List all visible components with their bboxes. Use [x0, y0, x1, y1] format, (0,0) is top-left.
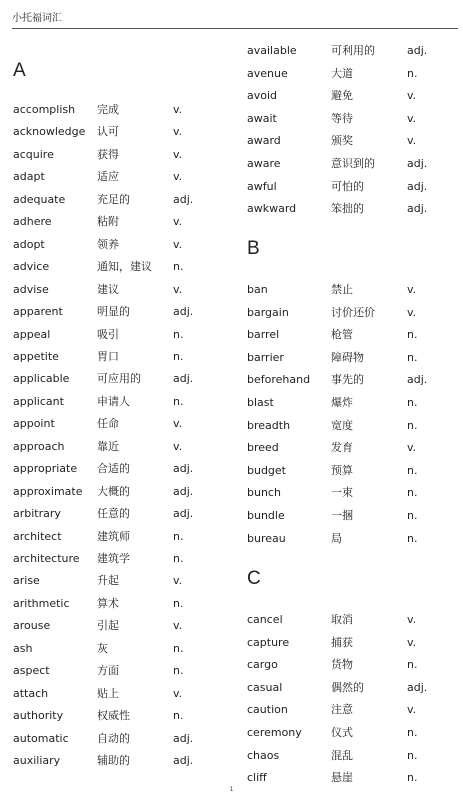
- entry-pos: v.: [173, 170, 183, 184]
- entry-pos: v.: [407, 111, 417, 125]
- entry-word: barrel: [247, 328, 280, 342]
- entry-word: award: [247, 134, 281, 148]
- vocab-entry: [247, 156, 457, 172]
- vocab-entry: [247, 657, 457, 673]
- vocab-entry: [13, 169, 235, 185]
- entry-pos: n.: [173, 596, 184, 610]
- vocab-entry: [247, 748, 457, 764]
- vocab-entry: [247, 88, 457, 104]
- vocab-entry: [13, 641, 235, 657]
- entry-word: arouse: [13, 619, 51, 633]
- entry-pos: n.: [407, 463, 418, 477]
- entry-word: ceremony: [247, 726, 302, 739]
- entry-meaning: 灰: [97, 641, 108, 655]
- entry-meaning: 预算: [331, 463, 353, 477]
- entry-pos: v.: [173, 574, 183, 588]
- vocab-entry: [247, 201, 457, 217]
- entry-pos: v.: [407, 613, 417, 626]
- vocab-entry: [247, 635, 457, 651]
- section-letter: C: [247, 568, 261, 589]
- entry-word: applicant: [13, 394, 64, 408]
- entry-word: approach: [13, 439, 65, 453]
- vocab-entry: [13, 484, 235, 500]
- vocab-entry: [247, 179, 457, 195]
- vocab-entry: [13, 416, 235, 432]
- entry-pos: v.: [173, 147, 183, 161]
- entry-word: barrier: [247, 350, 284, 364]
- entry-pos: v.: [173, 237, 183, 251]
- entry-meaning: 明显的: [97, 305, 130, 319]
- entry-word: bureau: [247, 531, 286, 545]
- entry-pos: v.: [173, 619, 183, 633]
- header-title: 小托福词汇: [12, 13, 62, 24]
- entry-meaning: 注意: [331, 703, 353, 717]
- vocab-entry: [13, 573, 235, 589]
- entry-meaning: 吸引: [97, 327, 119, 341]
- entry-meaning: 申请人: [97, 394, 130, 408]
- entry-pos: v.: [173, 215, 183, 229]
- entry-meaning: 大概的: [97, 484, 130, 498]
- entry-pos: n.: [173, 327, 184, 341]
- entry-meaning: 建筑师: [97, 529, 130, 543]
- section-letter: A: [13, 60, 26, 81]
- entry-pos: v.: [407, 441, 417, 455]
- entry-meaning: 胃口: [97, 349, 119, 363]
- entry-pos: n.: [407, 509, 418, 522]
- entry-pos: n.: [173, 260, 184, 274]
- entry-meaning: 任意的: [97, 507, 130, 521]
- entry-word: budget: [247, 463, 286, 477]
- entry-word: available: [247, 44, 297, 57]
- entry-word: auxiliary: [13, 754, 61, 768]
- entry-pos: adj.: [173, 731, 194, 745]
- entry-word: awful: [247, 179, 277, 193]
- entry-pos: n.: [173, 641, 184, 655]
- entry-word: architecture: [13, 552, 80, 565]
- vocab-entry: [247, 372, 457, 388]
- entry-pos: adj.: [173, 305, 194, 319]
- entry-pos: v.: [173, 439, 183, 453]
- vocab-entry: [13, 327, 235, 343]
- vocab-entry: [13, 394, 235, 410]
- entry-word: cancel: [247, 613, 283, 626]
- entry-word: bunch: [247, 486, 281, 500]
- entry-meaning: 发育: [331, 441, 353, 455]
- vocab-entry: [247, 327, 457, 343]
- entry-pos: n.: [407, 531, 418, 545]
- vocab-entry: [13, 686, 235, 702]
- entry-meaning: 宽度: [331, 418, 353, 432]
- entry-meaning: 禁止: [331, 283, 353, 296]
- entry-meaning: 捕获: [331, 635, 353, 649]
- entry-pos: v.: [173, 125, 183, 139]
- entry-pos: v.: [407, 703, 417, 717]
- vocab-entry: [13, 731, 235, 747]
- entry-pos: adj.: [407, 202, 428, 216]
- entry-meaning: 大道: [331, 66, 353, 80]
- entry-word: arbitrary: [13, 507, 61, 521]
- entry-word: acquire: [13, 147, 54, 161]
- entry-word: appeal: [13, 327, 51, 341]
- vocab-entry: [247, 612, 457, 628]
- entry-pos: n.: [407, 726, 418, 739]
- vocab-entry: [247, 418, 457, 434]
- vocab-entry: [247, 680, 457, 696]
- vocab-entry: [13, 618, 235, 634]
- entry-word: aspect: [13, 664, 50, 678]
- entry-pos: n.: [173, 552, 184, 565]
- entry-pos: n.: [407, 748, 418, 762]
- entry-word: accomplish: [13, 103, 76, 116]
- entry-meaning: 领养: [97, 237, 119, 251]
- entry-meaning: 适应: [97, 170, 119, 184]
- entry-meaning: 贴上: [97, 686, 119, 700]
- entry-word: caution: [247, 703, 288, 717]
- vocab-entry: [13, 124, 235, 140]
- vocab-entry: [13, 529, 235, 545]
- entry-pos: n.: [407, 771, 418, 785]
- entry-meaning: 混乱: [331, 748, 353, 762]
- entry-meaning: 一捆: [331, 509, 353, 522]
- entry-pos: v.: [173, 103, 183, 116]
- entry-word: casual: [247, 680, 283, 694]
- vocab-entry: [247, 485, 457, 501]
- vocab-entry: [247, 111, 457, 127]
- entry-meaning: 颁奖: [331, 134, 353, 148]
- entry-word: avenue: [247, 66, 288, 80]
- entry-pos: v.: [407, 89, 417, 103]
- entry-meaning: 权威性: [97, 709, 130, 723]
- entry-pos: v.: [173, 282, 183, 296]
- vocab-entry: [13, 506, 235, 522]
- entry-meaning: 算术: [97, 596, 119, 610]
- vocab-entry: [247, 133, 457, 149]
- entry-pos: n.: [407, 350, 418, 364]
- entry-meaning: 获得: [97, 147, 119, 161]
- entry-meaning: 通知，建议: [97, 260, 152, 274]
- vocab-entry: [13, 596, 235, 612]
- vocab-entry: [247, 395, 457, 411]
- vocab-entry: [13, 259, 235, 275]
- entry-pos: v.: [407, 635, 417, 649]
- vocab-entry: [13, 282, 235, 298]
- entry-word: capture: [247, 635, 290, 649]
- entry-word: ash: [13, 641, 33, 655]
- entry-meaning: 可应用的: [97, 372, 141, 386]
- vocab-entry: [247, 440, 457, 456]
- entry-meaning: 建议: [97, 282, 119, 296]
- entry-pos: adj.: [407, 157, 428, 170]
- entry-word: adapt: [13, 170, 45, 184]
- document-header: [12, 9, 458, 29]
- vocab-entry: [247, 350, 457, 366]
- entry-pos: v.: [407, 305, 417, 319]
- entry-meaning: 靠近: [97, 439, 119, 453]
- vocab-entry: [247, 43, 457, 59]
- entry-word: ban: [247, 283, 268, 296]
- entry-meaning: 取消: [331, 613, 353, 626]
- entry-meaning: 障碍物: [331, 350, 364, 364]
- entry-pos: adj.: [407, 44, 428, 57]
- entry-pos: v.: [173, 686, 183, 700]
- vocab-entry: [247, 508, 457, 524]
- entry-word: applicable: [13, 372, 70, 386]
- entry-pos: n.: [407, 658, 418, 672]
- entry-word: appropriate: [13, 462, 78, 476]
- entry-word: breed: [247, 441, 279, 455]
- entry-pos: n.: [407, 328, 418, 342]
- entry-word: arithmetic: [13, 596, 70, 610]
- entry-pos: v.: [173, 417, 183, 431]
- entry-word: adequate: [13, 192, 66, 206]
- entry-pos: n.: [407, 486, 418, 500]
- entry-pos: adj.: [173, 372, 194, 386]
- entry-pos: adj.: [173, 462, 194, 476]
- entry-word: apparent: [13, 305, 63, 319]
- entry-pos: adj.: [173, 192, 194, 206]
- entry-meaning: 爆炸: [331, 396, 353, 409]
- vocab-entry: [247, 531, 457, 547]
- entry-word: bundle: [247, 509, 285, 522]
- entry-word: advice: [13, 260, 50, 274]
- vocab-entry: [247, 66, 457, 82]
- page-number: 1: [229, 786, 234, 793]
- entry-word: advise: [13, 282, 49, 296]
- entry-word: appetite: [13, 349, 59, 363]
- entry-meaning: 仪式: [331, 726, 353, 739]
- entry-pos: adj.: [407, 680, 428, 694]
- vocab-entry: [13, 551, 235, 567]
- entry-meaning: 讨价还价: [331, 305, 375, 319]
- entry-meaning: 粘附: [97, 215, 119, 229]
- entry-word: blast: [247, 396, 274, 409]
- vocab-entry: [247, 702, 457, 718]
- entry-meaning: 避免: [331, 89, 353, 103]
- vocab-entry: [13, 461, 235, 477]
- entry-pos: n.: [173, 529, 184, 543]
- entry-meaning: 可利用的: [331, 44, 375, 57]
- entry-meaning: 辅助的: [97, 754, 130, 768]
- entry-pos: n.: [173, 709, 184, 723]
- entry-meaning: 等待: [331, 111, 353, 125]
- entry-pos: adj.: [407, 373, 428, 387]
- entry-meaning: 充足的: [97, 192, 130, 206]
- section-letter: B: [247, 238, 260, 259]
- entry-word: attach: [13, 686, 49, 700]
- entry-word: avoid: [247, 89, 278, 103]
- entry-pos: adj.: [407, 179, 428, 193]
- vocab-entry: [13, 237, 235, 253]
- entry-meaning: 悬崖: [331, 771, 353, 785]
- entry-meaning: 货物: [331, 658, 353, 672]
- vocab-entry: [13, 708, 235, 724]
- entry-word: approximate: [13, 484, 83, 498]
- entry-meaning: 完成: [97, 103, 119, 116]
- entry-word: acknowledge: [13, 125, 86, 139]
- entry-word: breadth: [247, 418, 291, 432]
- vocab-entry: [13, 147, 235, 163]
- entry-meaning: 意识到的: [331, 157, 375, 170]
- entry-pos: n.: [407, 66, 418, 80]
- entry-pos: n.: [173, 349, 184, 363]
- entry-meaning: 一束: [331, 486, 353, 500]
- vocab-entry: [13, 192, 235, 208]
- entry-meaning: 引起: [97, 619, 119, 633]
- vocab-entry: [13, 349, 235, 365]
- entry-word: cargo: [247, 658, 278, 672]
- entry-meaning: 可怕的: [331, 179, 364, 193]
- vocab-entry: [13, 102, 235, 118]
- entry-meaning: 合适的: [97, 462, 130, 476]
- entry-meaning: 建筑学: [97, 552, 130, 565]
- vocab-entry: [13, 304, 235, 320]
- entry-word: chaos: [247, 748, 280, 762]
- vocab-entry: [247, 770, 457, 786]
- entry-word: authority: [13, 709, 64, 723]
- entry-word: cliff: [247, 771, 267, 785]
- entry-meaning: 偶然的: [331, 680, 364, 694]
- vocab-entry: [247, 463, 457, 479]
- entry-pos: n.: [173, 394, 184, 408]
- vocab-entry: [247, 725, 457, 741]
- entry-word: architect: [13, 529, 62, 543]
- entry-meaning: 升起: [97, 574, 119, 588]
- entry-meaning: 方面: [97, 664, 119, 678]
- vocab-entry: [13, 371, 235, 387]
- entry-pos: n.: [407, 396, 418, 409]
- entry-word: beforehand: [247, 373, 311, 387]
- entry-pos: adj.: [173, 484, 194, 498]
- entry-pos: adj.: [173, 754, 194, 768]
- vocab-entry: [247, 305, 457, 321]
- entry-word: awkward: [247, 202, 297, 216]
- vocab-entry: [13, 753, 235, 769]
- entry-word: adhere: [13, 215, 52, 229]
- entry-word: appoint: [13, 417, 55, 431]
- entry-meaning: 事先的: [331, 373, 364, 387]
- entry-meaning: 笨拙的: [331, 202, 364, 216]
- entry-word: automatic: [13, 731, 69, 745]
- entry-pos: adj.: [173, 507, 194, 521]
- vocab-entry: [13, 439, 235, 455]
- entry-meaning: 局: [331, 531, 342, 545]
- entry-meaning: 自动的: [97, 731, 130, 745]
- vocab-entry: [247, 282, 457, 298]
- entry-meaning: 枪管: [331, 328, 353, 342]
- vocab-entry: [13, 214, 235, 230]
- entry-word: adopt: [13, 237, 45, 251]
- entry-meaning: 任命: [97, 417, 119, 431]
- entry-word: await: [247, 111, 277, 125]
- entry-pos: n.: [173, 664, 184, 678]
- entry-word: aware: [247, 157, 281, 170]
- entry-meaning: 认可: [97, 125, 119, 139]
- vocab-entry: [13, 663, 235, 679]
- entry-word: bargain: [247, 305, 289, 319]
- entry-pos: n.: [407, 418, 418, 432]
- entry-pos: v.: [407, 134, 417, 148]
- entry-pos: v.: [407, 283, 417, 296]
- entry-word: arise: [13, 574, 40, 588]
